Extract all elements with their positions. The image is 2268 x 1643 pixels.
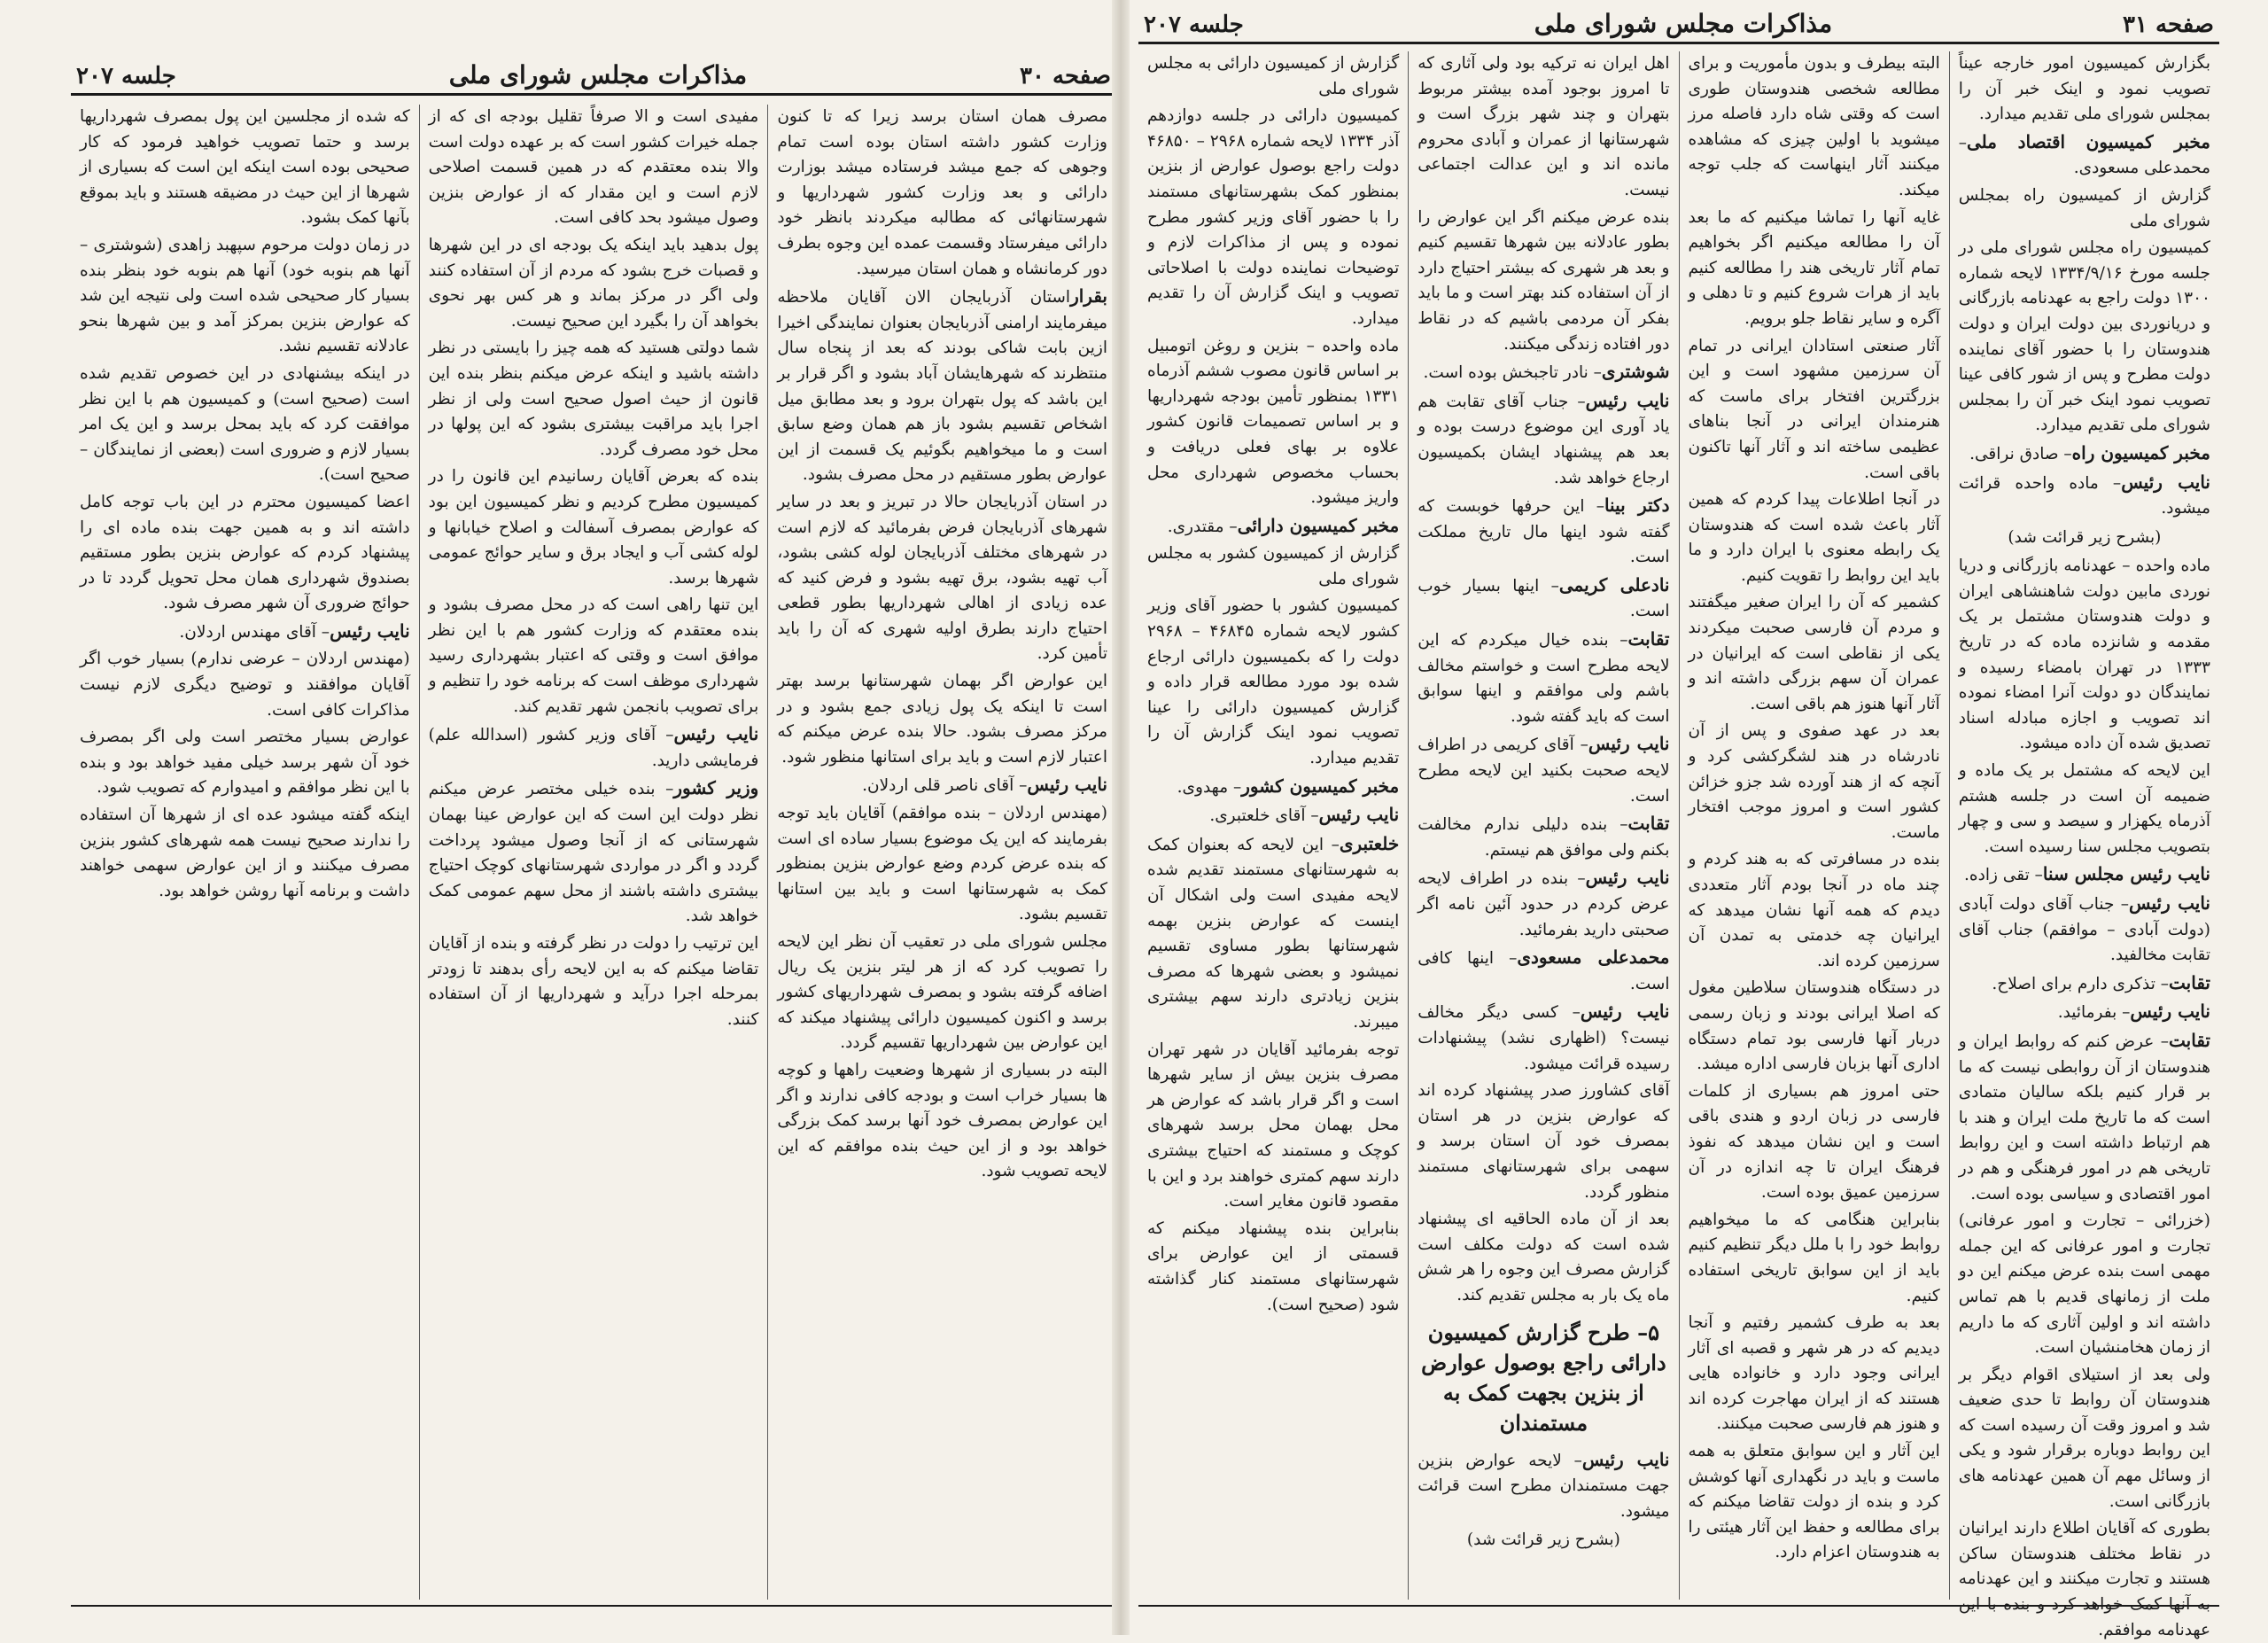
paragraph (1959, 1209, 2210, 1361)
speaker-name: نایب رئیس (1581, 1448, 1670, 1470)
speaker-name: مخبر کمیسیون راه (2071, 441, 2210, 463)
paragraph (1959, 759, 2210, 860)
paragraph (80, 803, 410, 904)
paragraph-text: گزارش از کمیسیون راه بمجلس شورای ملی (1958, 185, 2210, 230)
right-page-bottom-rule (1138, 1605, 2219, 1607)
paragraph-text: – جناب آقای دولت آبادی (دولت آبادی – موافقم) جناب آقای تقابت مخالفید. (1958, 895, 2210, 965)
left-column-2 (420, 105, 769, 1600)
speaker-name: بقرار (1070, 285, 1107, 308)
paragraph (777, 801, 1107, 928)
paragraph-text: اعضا کمیسیون محترم در این باب توجه کامل داشته اند و به همین جهت بنده ماده ای را پیشنهاد کردم که عوارض بنزین بطور مستقیم بصندوق شهرداری همان محل تحویل گردد تا در حوائج ضروری آن شهر مصرف شود. (79, 492, 410, 613)
paragraph-text: – بنده خیال میکردم که این لایحه مطرح است و خواستم مخالف باشم ولی موافقم و اینها سوابق است که باید گفته شود. (1418, 631, 1670, 726)
speaker-name: نایب رئیس (1588, 733, 1670, 755)
paragraph-text: مجلس شورای ملی در تعقیب آن نظر این لایحه را تصویب کرد که از هر لیتر بنزین یک ریال اضافه گرفته بشود و بمصرف شهرداریهای کشور برسد و اکنون کمیسیون دارائی پیشنهاد میکند که این عوارض بین شهرداریها تقسیم گردد. (777, 932, 1107, 1053)
paragraph (80, 233, 410, 360)
paragraph (1959, 51, 2210, 128)
paragraph-text: بعد از آن ماده الحاقیه ای پیشنهاد شده است که دولت مکلف است گزارش مصرف این وجوه را هر شش ماه یک بار به مجلس تقدیم کند. (1418, 1210, 1670, 1304)
paragraph-text: حتی امروز هم بسیاری از کلمات فارسی در زبان اردو و هندی باقی است و این نشان میدهد که نفوذ فرهنگ ایران تا چه اندازه در آن سرزمین عمیق بوده است. (1688, 1081, 1940, 1203)
paragraph (80, 362, 410, 488)
right-column-2 (1680, 51, 1950, 1600)
paragraph-text: غایه آنها را تماشا میکنیم که ما بعد آن را مطالعه میکنیم اگر بخواهیم تمام آثار تاریخی هند را مطالعه کنیم باید از هرات شروع کنیم و تا دهلی و آگره و سایر نقاط جلو برویم. (1688, 207, 1940, 328)
paragraph-text: – مهدوی. (1177, 777, 1242, 797)
paragraph-text: – اینها کافی است. (1418, 949, 1670, 993)
left-page-session: جلسه ۲۰۷ (76, 63, 176, 90)
left-page (62, 0, 1125, 1635)
paragraph (1689, 1439, 1940, 1566)
paragraph (80, 619, 410, 646)
paragraph (1959, 440, 2210, 468)
paragraph (429, 105, 759, 231)
paragraph-text: – بنده دلیلی ندارم مخالفت بکنم ولی موافق هم نیستم. (1418, 815, 1670, 860)
paragraph (777, 490, 1107, 667)
paragraph (1147, 1217, 1399, 1318)
paragraph (777, 284, 1107, 488)
paragraph-text: که شده از مجلسین این پول بمصرف شهرداریها برسد و حتما تصویب خواهید فرمود که کار صحیحی بوده است اینکه این است که بسیاری از شهرها از این حیث در مضیقه هستند و باید بموقع بآنها کمک بشود. (79, 107, 410, 228)
paragraph-text: (خزرائی – تجارت و امور عرفانی) تجارت و امور عرفانی که این جمله مهمی است بنده عرض میکنم این دو ملت از زمانهای قدیم با هم تماس داشته اند و اولین آثاری که ما داریم از زمان هخامنشیان است. (1958, 1211, 2210, 1358)
paragraph-text: – مقتدری. (1167, 517, 1238, 536)
paragraph (1147, 104, 1399, 331)
paragraph-text: گزارش از کمیسیون کشور به مجلس شورای ملی (1147, 544, 1400, 588)
paragraph (1418, 206, 1669, 358)
paragraph-text: – آقای ناصر قلی اردلان. (862, 776, 1028, 796)
paragraph-text: – اینها بسیار خوب است. (1418, 576, 1670, 621)
paragraph-text: البته در بسیاری از شهرها وضعیت راهها و کوچه ها بسیار خراب است و بودجه کافی ندارند و اگر این عوارض بمصرف خود آنها برسد کمک بزرگی خواهد بود و از این حیث بنده موافقم که این لایحه تصویب شود. (777, 1060, 1107, 1181)
paragraph-text: آثار صنعتی استادان ایرانی در تمام آن سرزمین مشهود است و این بزرگترین افتخار برای ماست که هنرمندان ایرانی در آنجا بناهای عظیمی ساخته اند و آثار آنها تاکنون باقی است. (1688, 336, 1940, 482)
paragraph (1418, 388, 1669, 491)
paragraph-text: – این حرفها خوبست که گفته شود اینها مال تاریخ مملکت است. (1418, 497, 1670, 567)
right-column-3 (1409, 51, 1679, 1600)
section-heading: ۵– طرح گزارش کمیسیون دارائی راجع بوصول عوارض از بنزین بجهت کمک به مستمندان (1421, 1319, 1666, 1436)
speaker-name: تقابت (2169, 971, 2210, 993)
paragraph-text: بنده در مسافرتی که به هند کردم و چند ماه در آنجا بودم آثار متعددی دیدم که همه آنها نشان میدهد که ایرانیان چه خدمتی به تمدن آن سرزمین کرده اند. (1688, 850, 1940, 970)
paragraph-text: – ماده واحده قرائت میشود. (1958, 473, 2210, 518)
paragraph-text: این آثار و این سوابق متعلق به همه ماست و باید در نگهداری آنها کوشش کرد و بنده از دولت تقاضا میکنم که برای مطالعه و حفظ این آثار هیئتی را به هندوستان اعزام دارد. (1688, 1442, 1940, 1562)
paragraph (80, 490, 410, 617)
paragraph (1959, 970, 2210, 998)
paragraph-text: – این لایحه که بعنوان کمک به شهرستانهای مستمند تقدیم شده لایحه مفیدی است ولی اشکال آن اینست که عوارض بنزین بهمه شهرستانها بطور مساوی تقسیم نمیشود و بعضی شهرها که مصرف بنزین زیادتری دارند سهم بیشتری میبرند. (1147, 835, 1400, 1032)
paragraph (80, 647, 410, 723)
paragraph (1959, 1516, 2210, 1643)
paragraph-text: – نادر تاجبخش بوده است. (1423, 363, 1602, 383)
paragraph-text: – جناب آقای تقابت هم یاد آوری این موضوع درست بوده و بعد هم پیشنهاد ایشان بکمیسیون ارجاع خواهد شد. (1418, 392, 1670, 487)
paragraph (1418, 865, 1669, 943)
paragraph (1147, 831, 1399, 1036)
paragraph-text: این تنها راهی است که در محل مصرف بشود و بنده معتقدم که وزارت کشور هم با این نظر موافق است و وقتی که اعتبار بشهرداری رسید شهرداری موظف است که برنامه خود را تنظیم و برای تصویب بانجمن شهر تقدیم کند. (428, 596, 759, 716)
paragraph (1418, 51, 1669, 204)
paragraph-text: ماده واحده – بنزین و روغن اتومبیل بر اساس قانون مصوب ششم آذرماه ۱۳۳۱ بمنظور تأمین بودجه شهرداریها و بر اساس تصمیمات قانون کشور علاوه بر بهای فعلی دریافت و بحساب مخصوص شهرداری محل واریز میشود. (1147, 336, 1400, 508)
paragraph (1418, 359, 1669, 386)
paragraph (80, 105, 410, 231)
paragraph-text: کمیسیون کشور با حضور آقای وزیر کشور لایحه شماره ۴۶۸۴۵ – ۲۹۶۸ دولت را که بکمیسیون دارائی ارجاع شده بود مورد مطالعه قرار داده و گزارش کمیسیون دارائی را عینا تصویب نمود اینک گزارش آن را تقدیم میدارد. (1147, 596, 1400, 768)
paragraph-text: کشمیر که آن را ایران صغیر میگفتند و مردم آن فارسی صحبت میکردند یکی از نقاطی است که ایرانیان در عمران آن سهم بزرگی داشته اند و آثار آنها هنوز هم باقی است. (1688, 593, 1940, 713)
paragraph (1959, 1028, 2210, 1207)
speaker-name: وزیر کشور (673, 777, 759, 799)
speaker-name: نایب رئیس مجلس سنا (2042, 863, 2210, 885)
paragraph-text: در زمان دولت مرحوم سپهبد زاهدی (شوشتری – آنها هم بنوبه خود) آنها هم بنوبه خود بنظر بنده بسیار کار صحیحی شده است ولی نتیجه این شد که عوارض بنزین بمرکز آمد و بین شهرها بنحو عادلانه تقسیم نشد. (79, 235, 410, 356)
speaker-name: شوشتری (1601, 361, 1670, 383)
paragraph-text: (مهندس اردلان – عرضی ندارم) بسیار خوب اگر آقایان موافقند و توضیح دیگری لازم نیست مذاکرات کافی است. (79, 650, 410, 720)
paragraph (1689, 1311, 1940, 1437)
left-page-bottom-rule (71, 1605, 1116, 1607)
paragraph-text: این ترتیب را دولت در نظر گرفته و بنده از آقایان تقاضا میکنم که به این لایحه رأی بدهند تا زودتر بمرحله اجرا درآید و شهرداریها از آن استفاده کنند. (428, 934, 759, 1029)
paragraph (1959, 183, 2210, 234)
paragraph (1147, 774, 1399, 801)
speaker-name: نایب رئیس (1027, 774, 1107, 796)
paragraph-text: – محمدعلی مسعودی. (1958, 133, 2210, 178)
speaker-name: نایب رئیس (2121, 471, 2210, 493)
paragraph (1418, 811, 1669, 863)
speaker-name: نایب رئیس (1585, 867, 1670, 889)
paragraph (1959, 999, 2210, 1026)
paragraph (777, 930, 1107, 1056)
paragraph (1418, 1207, 1669, 1308)
speaker-name: نایب رئیس (2128, 892, 2210, 914)
paragraph (1418, 1078, 1669, 1205)
paragraph-text: عوارض بسیار مختصر است ولی اگر بمصرف خود آن شهر برسد خیلی مفید خواهد بود و بنده با این نظر موافقم و امیدوارم که تصویب شود. (79, 728, 410, 798)
right-page-header (1138, 9, 2219, 44)
paragraph (429, 233, 759, 334)
paragraph-text: (مهندس اردلان – بنده موافقم) آقایان باید توجه بفرمایند که این یک موضوع بسیار ساده ای است که بنده عرض کردم وضع عوارض بنزین بمنظور کمک به شهرستانها است و باید بین استانها تقسیم بشود. (777, 804, 1107, 924)
paragraph (1418, 999, 1669, 1077)
left-page-header (71, 60, 1116, 96)
paragraph (429, 464, 759, 591)
reading-note: (بشرح زیر قرائت شد) (2008, 527, 2162, 547)
paragraph-text: بنده عرض میکنم اگر این عوارض را بطور عادلانه بین شهرها تقسیم کنیم و بعد هر شهری که بیشتر احتیاج دارد از آن استفاده کند بهتر است و ما باید بفکر آن مردمی باشیم که در نقاط دور افتاده زندگی میکنند. (1418, 207, 1670, 354)
speaker-name: نایب رئیس (2130, 1001, 2210, 1023)
paragraph-text: در آنجا اطلاعات پیدا کردم که همین آثار باعث شده است که هندوستان یک رابطه معنوی با ایران دارد و ما باید این روابط را تقویت کنیم. (1688, 490, 1940, 585)
paragraph-text: بنابراین بنده پیشنهاد میکنم که قسمتی از این عوارض برای شهرستانهای مستمند کنار گذاشته شود (صحیح است). (1147, 1219, 1400, 1314)
paragraph (777, 1058, 1107, 1185)
paragraph (1689, 206, 1940, 332)
paragraph-text: بنده که بعرض آقایان رسانیدم این قانون را در کمیسیون مطرح کردیم و نظر کمیسیون این بود که عوارض بمصرف آسفالت و اصلاح خیابانها و لوله کشی آب و ایجاد برق و سایر حوائج عمومی شهرها برسد. (428, 467, 759, 588)
paragraph-text: اهل ایران نه ترکیه بود ولی آثاری که تا امروز بوجود آمده بیشتر مربوط بتهران و چند شهر بزرگ است و شهرستانها از عمران و آبادی محروم مانده اند و این عدالت اجتماعی نیست. (1418, 54, 1670, 199)
right-page-session: جلسه ۲۰۷ (1144, 12, 1244, 38)
right-column-4 (1138, 51, 1409, 1600)
speaker-name: دکتر بینا (1604, 494, 1670, 517)
paragraph (1959, 236, 2210, 439)
paragraph-text: – آقای خلعتبری. (1209, 806, 1319, 826)
speaker-name: تقابت (1627, 813, 1670, 835)
paragraph (1147, 51, 1399, 102)
paragraph-text: بطوری که آقایان اطلاع دارند ایرانیان در نقاط مختلف هندوستان ساکن هستند و تجارت میکنند و این عهدنامه به آنها کمک خواهد کرد و بنده با این عهدنامه موافقم. (1958, 1519, 2210, 1639)
paragraph-text: بعد در عهد صفوی و پس از آن نادرشاه در هند لشگرکشی کرد و آنچه که از هند آورده شد جزو خزائن کشور است و امروز موجب افتخار ماست. (1688, 721, 1940, 842)
right-page-columns (1138, 51, 2219, 1639)
left-page-columns (71, 105, 1116, 1600)
paragraph-text: – صادق نراقی. (1969, 444, 2072, 463)
paragraph (1418, 572, 1669, 625)
paragraph-text: – آقای مهندس اردلان. (179, 622, 330, 642)
paragraph-text: – تقی زاده. (1964, 866, 2043, 885)
paragraph (777, 105, 1107, 282)
paragraph-text: بعد به طرف کشمیر رفتیم و آنجا دیدیم که در هر شهر و قصبه ای آثار ایرانی وجود دارد و خانواده هایی هستند که از ایران مهاجرت کرده اند و هنوز هم فارسی صحبت میکنند. (1688, 1313, 1940, 1434)
paragraph-text: – عرض کنم که روابط ایران و هندوستان از آن روابطی نیست که ما بر قرار کنیم بلکه سالیان متمادی است که ما تاریخ ملت ایران و هند با هم ارتباط داشته است و این روابط تاریخی هم در امور فرهنگی و هم در امور اقتصادی و سیاسی بوده است. (1958, 1032, 2210, 1203)
paragraph-text: البته بیطرف و بدون مأموریت و برای مطالعه شخصی هندوستان طوری است که وقتی شاه دارد فاصله مرز میشوید با اولین چیزی که مشاهده میکنند آثار اینهاست که جلب توجه میکند. (1688, 54, 1940, 199)
paragraph (80, 725, 410, 801)
paragraph-text: – تذکری دارم برای اصلاح. (1992, 974, 2170, 993)
paragraph (1418, 627, 1669, 729)
speaker-name: تقابت (1627, 628, 1670, 650)
paragraph-text: مصرف همان استان برسد زیرا که تا کنون وزارت کشور داشته استان بوده است تمام وجوهی که جمع میشد فرستاده میشد بوزارت دارائی و بعد وزارت کشور شهرداریها و شهرستانهائی که مطالبه میکردند بانظر خود دارائی میفرستاد وقسمت عمده این وجوه بطرف دور کرمانشاه و همان استان میرسید. (777, 107, 1107, 278)
paragraph-text: پول بدهید باید اینکه یک بودجه ای در این شهرها و قصبات خرج بشود که مردم از آن استفاده کنند ولی اگر در مرکز بماند و هر کس بهر نحوی بخواهد آن را بگیرد این صحیح نیست. (428, 235, 759, 331)
right-page-number: صفحه ۳۱ (2123, 12, 2214, 38)
paragraph (429, 721, 759, 774)
speaker-name: مخبر کمیسیون کشور (1241, 775, 1400, 797)
left-page-number: صفحه ۳۰ (1020, 63, 1111, 90)
paragraph (1689, 1208, 1940, 1309)
paragraph (1689, 590, 1940, 717)
right-page (1130, 0, 2228, 1639)
paragraph-text: آقای کشاورز صدر پیشنهاد کرده اند که عوارض بنزین در هر استان بمصرف خود آن استان برسد و سهمی برای شهرستانهای مستمند منظور گردد. (1418, 1081, 1670, 1202)
paragraph-text: توجه بفرمائید آقایان در شهر تهران مصرف بنزین بیش از سایر شهرها است و اگر قرار باشد که عوارض هر محل بهمان محل برسد شهرهای کوچک و مستمند که احتیاج بیشتری دارند سهم کمتری خواهند برد و این با مقصود قانون مغایر است. (1147, 1040, 1400, 1211)
speaker-name: نایب رئیس (1585, 389, 1670, 411)
paragraph (1147, 513, 1399, 541)
paragraph-text: گزارش از کمیسیون دارائی به مجلس شورای ملی (1147, 54, 1400, 98)
paragraph-text: شما دولتی هستید که همه چیز را بایستی در نظر داشته باشید و اینکه عرض میکنم بنظر بنده این قانون از حیث اصول صحیح است ولی از نظر اجرا باید مراقبت بیشتری بشود که این پولها در محل خود مصرف گردد. (428, 339, 759, 459)
paragraph-text: این عوارض اگر بهمان شهرستانها برسد بهتر است تا اینکه یک پول زیادی جمع بشود و در مرکز مصرف بشود. حالا بنده عرض میکنم که اعتبار لازم است و باید برای استانها منظور شود. (777, 672, 1107, 767)
speaker-name: نایب رئیس (330, 619, 410, 642)
paragraph (1147, 802, 1399, 829)
paragraph (1689, 847, 1940, 974)
paragraph-text: اینکه گفته میشود عده ای از شهرها آن استفاده را ندارند صحیح نیست همه شهرهای کشور بنزین مصرف میکنند و از این عوارض سهمی خواهند داشت و برنامه آنها روشن خواهد بود. (79, 806, 410, 900)
paragraph (429, 593, 759, 720)
paragraph-text: بگزارش کمیسیون امور خارجه عیناً تصویب نمود و اینک خبر آن را بمجلس شورای ملی تقدیم میدارد. (1958, 54, 2210, 124)
paragraph (777, 772, 1107, 799)
right-page-title: مذاکرات مجلس شورای ملی (1534, 9, 1833, 38)
paragraph (1959, 891, 2210, 969)
speaker-name: مخبر کمیسیون دارائی (1237, 514, 1400, 536)
paragraph-text: کمیسیون راه مجلس شورای ملی در جلسه مورخ ۱۳۳۴/۹/۱۶ لایحه شماره ۱۳۰۰ دولت راجع به عهدنامه بازرگانی و دریانوردی بین دولت ایران و دولت هندوستان را با حضور آقای نماینده دولت مطرح و پس از شور کافی عینا تصویب نمود اینک خبر آن را بمجلس شورای ملی تقدیم میدارد. (1958, 238, 2210, 435)
paragraph (1689, 719, 1940, 845)
paragraph (777, 669, 1107, 770)
paragraph-text: این لایحه که مشتمل بر یک ماده و ضمیمه آن است در جلسه هشتم آذرماه یکهزار و سیصد و سی و چهار بتصویب مجلس سنا رسیده است. (1958, 761, 2210, 856)
paragraph (1418, 493, 1669, 571)
paragraph-text: در دستگاه هندوستان سلاطین مغول که اصلا ایرانی بودند و زبان رسمی دربار آنها فارسی بود تمام دستگاه اداری آنها بزبان فارسی اداره میشد. (1688, 978, 1940, 1074)
page-gutter (1112, 0, 1130, 1635)
paragraph (1689, 976, 1940, 1077)
paragraph (1418, 1447, 1669, 1525)
paragraph-text: – بفرمائید. (2057, 1003, 2131, 1023)
paragraph-text: ماده واحده – عهدنامه بازرگانی و دریا نوردی مابین دولت شاهنشاهی ایران و دولت هندوستان مشتمل بر یک مقدمه و شانزده ماده که در تاریخ ۱۳۳۳ در تهران بامضاء رسیده و نمایندگان دو دولت آنرا امضاء نموده اند تصویب و اجازه مبادله اسناد تصدیق شده آن داده میشود. (1958, 557, 2210, 753)
paragraph (1147, 334, 1399, 511)
speaker-name: محمدعلی مسعودی (1517, 946, 1670, 969)
paragraph-text: مفیدی است و الا صرفاً تقلیل بودجه ای که از جمله خیرات کشور است که بر عهده دولت است والا بنده معتقدم که در همین قسمت اصلاحی لازم است و این مقدار که از عوارض بنزین وصول میشود بحد کافی است. (428, 107, 759, 228)
speaker-name: مخبر کمیسیون اقتصاد ملی (1967, 130, 2210, 152)
paragraph-text: – آقای وزیر کشور (اسدالله علم) فرمایشی دارید. (428, 726, 759, 770)
paragraph (1689, 334, 1940, 487)
paragraph-text: بنابراین هنگامی که ما میخواهیم روابط خود را با ملل دیگر تنظیم کنیم باید از این سوابق تاریخی استفاده کنیم. (1688, 1210, 1940, 1305)
paragraph-text: – بنده در اطراف لایحه عرض کردم در حدود آئین نامه اگر صحبتی دارید بفرمائید. (1418, 869, 1670, 939)
paragraph (1959, 470, 2210, 522)
paragraph (1959, 554, 2210, 757)
paragraph (429, 775, 759, 930)
left-column-3 (71, 105, 420, 1600)
right-column-1 (1950, 51, 2219, 1639)
paragraph-text: استان آذربایجان الان آقایان ملاحظه میفرمایند ارامنی آذربایجان بعنوان نمایندگی اخیرا ازین بابت شاکی بودند که بعد از پنجاه سال منتظرند که شهرهایشان آباد بشود و اگر قرار بر این باشد که پول بتهران برود و بعد مطابق میل اشخاص تقسیم بشود باز هم همان وضع سابق است و ما میخواهیم بگوئیم یک قسمت از این عوارض بطور مستقیم در محل مصرف بشود. (777, 288, 1107, 485)
paragraph (1147, 541, 1399, 592)
paragraph-text: کمیسیون دارائی در جلسه دوازدهم آذر ۱۳۳۴ لایحه شماره ۲۹۶۸ – ۴۶۸۵۰ دولت راجع بوصول عوارض از بنزین بمنظور کمک بشهرستانهای مستمند را با حضور آقای وزیر کشور مطرح نموده و پس از مذاکرات لازم و توضیحات نماینده دولت با اصلاحاتی تصویب و اینک گزارش آن را تقدیم میدارد. (1147, 106, 1400, 328)
paragraph-text: ولی بعد از استیلای اقوام دیگر بر هندوستان آن روابط تا حدی ضعیف شد و امروز وقت آن رسیده است که این روابط دوباره برقرار شود و یکی از وسائل مهم آن همین عهدنامه های بازرگانی است. (1958, 1365, 2210, 1511)
left-column-1 (768, 105, 1116, 1600)
paragraph (1689, 487, 1940, 588)
paragraph (1689, 1079, 1940, 1206)
speaker-name: خلعتبری (1339, 832, 1400, 854)
paragraph (429, 931, 759, 1032)
paragraph (1147, 594, 1399, 771)
paragraph (1959, 129, 2210, 182)
paragraph-text: – بنده خیلی مختصر عرض میکنم نظر دولت این است که این عوارض عینا بهمان شهرستانی که از آنجا وصول میشود پرداخت گردد و اگر در مواردی شهرستانهای کوچک احتیاج بیشتری داشته باشند از محل سهم عمومی کمک خواهد شد. (428, 780, 759, 926)
speaker-name: نایب رئیس (673, 723, 759, 745)
paragraph-text: – آقای کریمی در اطراف لایحه صحبت بکنید این لایحه مطرح است. (1418, 736, 1670, 806)
paragraph (1959, 1363, 2210, 1515)
paragraph (1147, 1038, 1399, 1215)
speaker-name: نایب رئیس (1580, 1001, 1670, 1023)
paragraph (1689, 51, 1940, 204)
paragraph (1959, 861, 2210, 889)
speaker-name: نایب رئیس (1318, 804, 1400, 826)
speaker-name: نادعلی کریمی (1558, 573, 1670, 596)
paragraph-text: در استان آذربایجان حالا در تبریز و بعد در سایر شهرهای آذربایجان فرض بفرمائید که لازم است در شهرهای مختلف آذربایجان لوله کشی بشود، آب تهیه بشود، برق تهیه بشود و فرض کنید که عده زیادی از اهالی شهرداریها بطور قطعی احتیاج دارند بطرق اولیه شهری که آن را باید تأمین کرد. (777, 492, 1107, 664)
paragraph (1418, 731, 1669, 809)
reading-note: (بشرح زیر قرائت شد) (1466, 1530, 1620, 1550)
paragraph (429, 336, 759, 463)
paragraph-text: در اینکه بیشنهادی در این خصوص تقدیم شده است (صحیح است) و کمیسیون هم با این نظر موافقت کرد که باید بمحل برسد و این یک امر بسیار لازم و ضروری است (بعضی از نمایندگان – صحیح است). (79, 363, 410, 485)
paragraph (1418, 945, 1669, 997)
speaker-name: تقابت (2169, 1029, 2210, 1051)
paragraph-text: – لایحه عوارض بنزین جهت مستمندان مطرح است قرائت میشود. (1418, 1451, 1670, 1521)
paragraph-text: – کسی دیگر مخالف نیست؟ (اظهاری نشد) پیشنهادات رسیده قرائت میشود. (1418, 1003, 1670, 1073)
left-page-title: مذاکرات مجلس شورای ملی (448, 60, 748, 90)
